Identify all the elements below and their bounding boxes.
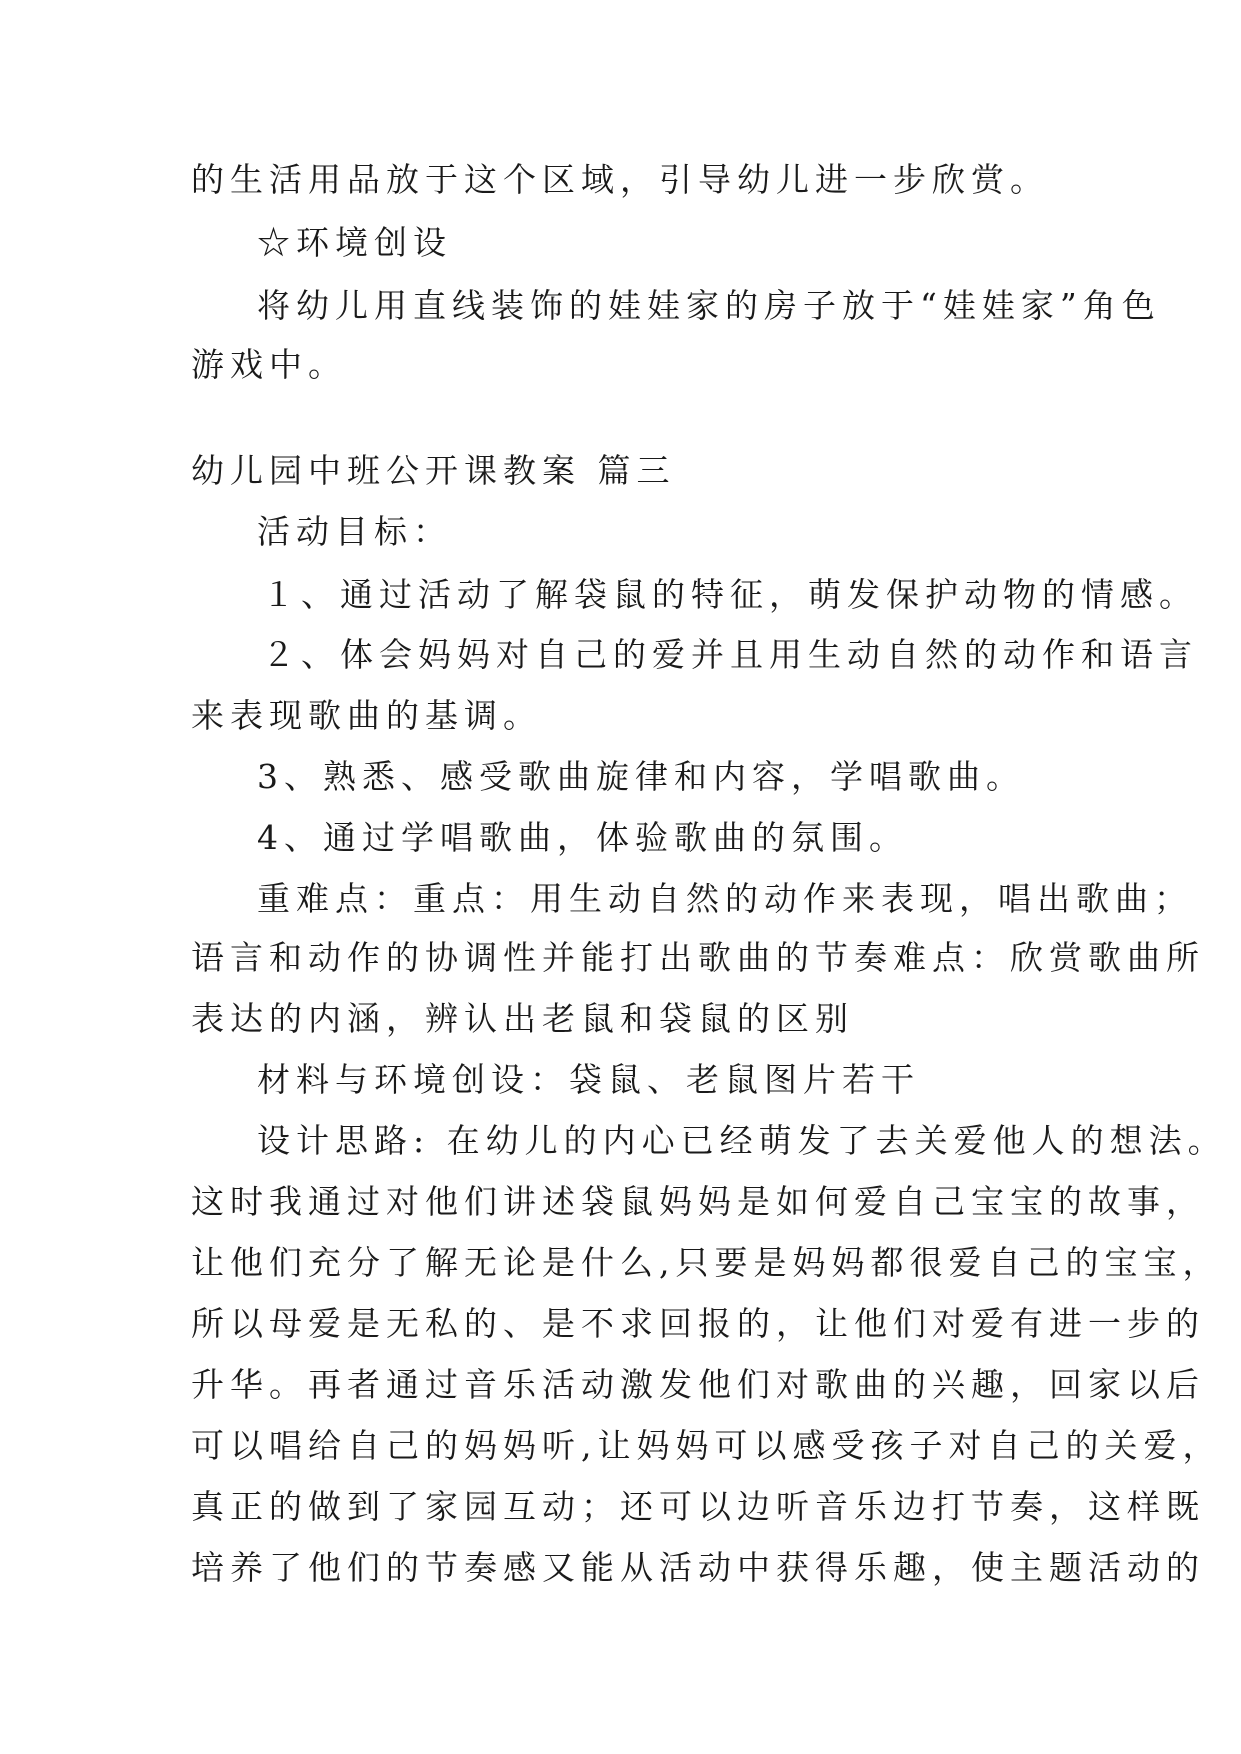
body-text-line: 将幼儿用直线装饰的娃娃家的房子放于“娃娃家”角色 [257, 286, 1161, 325]
body-text-line: 游戏中。 [191, 345, 347, 384]
body-text-line: 材料与环境创设：袋鼠、老鼠图片若干 [257, 1060, 920, 1099]
body-text-line: 升华。再者通过音乐活动激发他们对歌曲的兴趣，回家以后 [191, 1365, 1205, 1404]
body-text-line: 培养了他们的节奏感又能从活动中获得乐趣，使主题活动的 [191, 1548, 1205, 1587]
body-text-line: 来表现歌曲的基调。 [191, 696, 542, 735]
list-item: ２、体会妈妈对自己的爱并且用生动自然的动作和语言 [262, 635, 1198, 674]
body-text-line: 设计思路: 在幼儿的内心已经萌发了去关爱他人的想法。 [257, 1121, 1227, 1160]
body-text-line: 这时我通过对他们讲述袋鼠妈妈是如何爱自己宝宝的故事， [191, 1182, 1205, 1221]
body-text-line: 的生活用品放于这个区域，引导幼儿进一步欣赏。 [191, 160, 1049, 199]
page-title: 幼儿园中班公开课教案 篇三 [191, 451, 676, 490]
body-text-line: 语言和动作的协调性并能打出歌曲的节奏难点：欣赏歌曲所 [191, 938, 1205, 977]
body-text-line: 表达的内涵，辨认出老鼠和袋鼠的区别 [191, 999, 854, 1038]
list-item: 4、通过学唱歌曲，体验歌曲的氛围。 [257, 818, 908, 857]
body-text-line: 所以母爱是无私的、是不求回报的，让他们对爱有进一步的 [191, 1304, 1205, 1343]
body-text-line: 可以唱给自己的妈妈听,让妈妈可以感受孩子对自己的关爱， [191, 1426, 1222, 1465]
section-heading: ☆环境创设 [257, 223, 452, 262]
body-text-line: 真正的做到了家园互动；还可以边听音乐边打节奏，这样既 [191, 1487, 1205, 1526]
body-text-line: 重难点：重点：用生动自然的动作来表现，唱出歌曲； [257, 879, 1193, 918]
section-heading: 活动目标： [257, 512, 452, 551]
list-item: 3、熟悉、感受歌曲旋律和内容，学唱歌曲。 [257, 757, 1025, 796]
body-text-line: 让他们充分了解无论是什么,只要是妈妈都很爱自己的宝宝， [191, 1243, 1222, 1282]
list-item: １、通过活动了解袋鼠的特征，萌发保护动物的情感。 [262, 575, 1198, 614]
